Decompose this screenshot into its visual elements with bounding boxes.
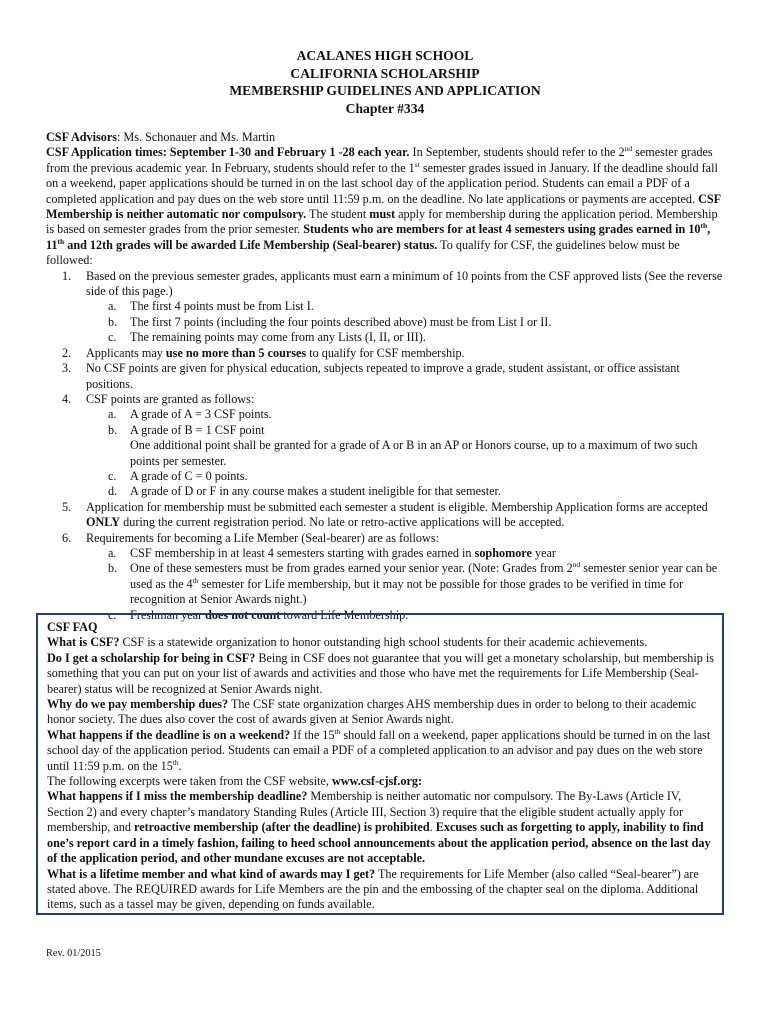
intro-text: In September, students should refer to the 2 [409,145,625,160]
doc-subtitle: MEMBERSHIP GUIDELINES AND APPLICATION [229,83,541,98]
intro-paragraph [46,145,726,268]
sub-list-item [46,299,726,314]
application-times: CSF Application times: September 1-30 and February 1 -28 each year. [46,145,410,160]
item-text: Requirements for becoming a Life Member (Seal-bearer) are as follows: [86,530,439,545]
item-text: No CSF points are given for physical education, subjects repeated to improve a grade, student assistant, or office assistant positions. [86,361,680,391]
intro-text: To qualify for CSF, the guidelines below must be followed: [46,237,680,268]
item-number: 3. [62,361,72,376]
item-text: CSF points are granted as follows: [86,391,255,406]
sub-list-item [46,546,726,561]
faq-answer: . [178,758,182,773]
faq-answer: The CSF state organization charges AHS membership dues in order to belong to their academic honor society. The dues also cover the cost of awards given at Senior Awards night. [47,697,697,727]
list-item [46,500,726,531]
item-text: One of these semesters must be from grades earned your senior year. (Note: Grades from 2 [130,561,573,576]
superscript: th [172,757,179,767]
list-item [46,269,726,300]
advisors-line [46,130,726,145]
item-number: 4. [62,391,72,406]
faq-answer: Membership is neither automatic nor compulsory. The By-Laws (Article IV, Section 2) and every chapter’s mandatory Standing Rules (Article III, Section 3) require that the eligible student actually apply for membership, and [47,789,684,835]
sub-list-item [46,561,726,607]
item-emphasis: use no more than 5 courses [165,345,307,360]
faq-emphasis: Excuses such as forgetting to apply, inability to find one’s report card in a timely fashion, failing to heed school announcements about the application period, absence on the last day of the application period, and other mundane excuses are not acceptable. [47,820,711,866]
guidelines-list [46,269,726,623]
item-number: 2. [62,345,72,360]
sub-list-note: One additional point shall be granted for a grade of A or B in an AP or Honors course, up to a maximum of two such points per semester. [130,438,698,468]
item-text: Application for membership must be submitted each semester a student is eligible. Membership Application forms are accepted [86,499,708,514]
faq-question: Why do we pay membership dues? [47,697,229,712]
item-text: semester for Life membership, but it may not be possible for those grades to be verified in time for recognition at Senior Awards night.) [130,576,684,607]
advisors-label: CSF Advisors [46,130,117,144]
faq-item [47,635,716,650]
item-number: 1. [62,268,72,283]
intro-text: The student [306,207,370,222]
item-text: Based on the previous semester grades, applicants must earn a minimum of 10 points from the CSF approved lists (See the reverse side of this page.) [86,268,723,299]
faq-question: What happens if the deadline is on a weekend? [47,727,291,742]
faq-text: The following excerpts were taken from the CSF website, [47,774,332,789]
advisors-text: : Ms. Schonauer and Ms. Martin [117,130,276,144]
item-emphasis: ONLY [86,515,121,530]
sub-list-item [46,315,726,330]
superscript: st [414,159,420,169]
org-name: CALIFORNIA SCHOLARSHIP [290,65,480,81]
item-text: A grade of A = 3 CSF points. [130,407,272,422]
sub-list-item [46,469,726,484]
faq-box [36,613,724,915]
item-text: The first 4 points must be from List I. [130,299,314,314]
sub-list-item [46,484,726,499]
item-letter: c. [108,468,117,483]
faq-answer: should fall on a weekend, paper applications should be turned in on the last school day of the application period. Students can email a PDF of a completed application to an advisor and pay dues on the web store until 11:59 p.m. on the 15 [47,727,711,773]
item-text: A grade of D or F in any course makes a student ineligible for that semester. [130,484,501,499]
faq-question: Do I get a scholarship for being in CSF? [47,650,256,665]
not-automatic-note: CSF Membership is neither automatic nor compulsory. [46,191,721,222]
item-text: A grade of B = 1 CSF point [130,422,265,437]
superscript: nd [572,560,581,570]
faq-question: What is a lifetime member and what kind of awards may I get? [47,866,376,881]
superscript: th [57,236,65,246]
faq-heading [47,620,716,635]
item-letter: d. [108,484,118,499]
faq-question: What is CSF? [47,635,120,650]
faq-item [47,728,716,774]
list-item [46,346,726,361]
faq-item [47,697,716,728]
document-title [0,47,770,117]
superscript: th [334,726,341,736]
intro-text: semester grades from the previous academic year. In February, students should refer to the 1 [46,145,713,175]
list-item [46,361,726,392]
item-emphasis: sophomore [474,545,532,560]
revision-date: Rev. 01/2015 [46,948,101,959]
csf-website: www.csf-cjsf.org: [331,774,423,789]
item-letter: a. [108,299,117,314]
item-number: 6. [62,530,72,545]
item-text: Freshman year [130,607,206,622]
item-letter: a. [108,545,117,560]
faq-item [47,867,716,913]
faq-answer: CSF is a statewide organization to honor outstanding high school students for their academic achievements. [119,635,648,650]
item-text: to qualify for CSF membership. [306,345,465,360]
chapter-number: Chapter #334 [345,100,425,116]
list-item [46,392,726,407]
faq-excerpt-note [47,774,716,789]
item-text: year [531,545,556,560]
life-text: Students who are members for at least 4 semesters using grades earned in 10 [303,222,701,237]
item-text: semester senior year can be used as the 4 [130,561,718,591]
list-item [46,531,726,546]
guidelines-body [46,130,726,623]
sub-list-item [46,423,726,438]
item-number: 5. [62,499,72,514]
item-letter: b. [108,422,118,437]
item-letter: b. [108,314,118,329]
faq-heading-text: CSF FAQ [47,620,98,634]
item-letter: c. [108,607,117,622]
sub-list-item [46,330,726,345]
item-text: CSF membership in at least 4 semesters starting with grades earned in [130,545,475,560]
item-text: The first 7 points (including the four points described above) must be from List I or II. [130,314,552,329]
item-text: The remaining points may come from any Lists (I, II, or III). [130,330,426,345]
school-name: ACALANES HIGH SCHOOL [296,48,474,63]
faq-emphasis: retroactive membership (after the deadline) is prohibited [134,820,430,835]
faq-question: What happens if I miss the membership deadline? [47,789,308,804]
superscript: nd [624,144,633,154]
item-emphasis: does not count [205,607,281,622]
item-text: Applicants may [86,345,166,360]
faq-answer: Being in CSF does not guarantee that you will get a monetary scholarship, but membership is something that you can put on your list of awards and activities and those who have met the requirements for Life Membership (Seal-bearer) status will be recognized at Senior Awards night. [47,650,714,696]
superscript: th [700,221,708,231]
faq-answer: The requirements for Life Member (also called “Seal-bearer”) are stated above. The REQUIRED awards for Life Members are the pin and the embossing of the chapter seal on the diploma. Additional items, such as a tassel may be given, depending on funds available. [47,866,699,912]
faq-answer: If the 15 [290,727,335,742]
life-text: , 11 [46,222,711,252]
faq-item [47,789,716,866]
sub-list-item [46,407,726,422]
intro-text: semester grades issued in January. If the deadline should fall on a weekend, paper applications should be turned in on the last school day of the application period. Students can email a PDF of a completed application and pay dues on the web store until 11:59 p.m. on the deadline. No late applications or payments are accepted. [46,160,718,206]
item-letter: c. [108,330,117,345]
item-text: toward Life Membership. [280,607,409,622]
intro-text: apply for membership during the application period. Membership is based on semester grades from the prior semester. [46,207,718,237]
superscript: th [192,575,199,585]
item-text: A grade of C = 0 points. [130,468,248,483]
faq-answer: . [429,820,436,835]
life-text: and 12th grades will be awarded Life Membership (Seal-bearer) status. [64,237,438,252]
item-text: during the current registration period. No late or retro-active applications will be accepted. [120,515,565,530]
must-emphasis: must [369,207,396,222]
faq-item [47,651,716,697]
item-letter: b. [108,561,118,576]
item-letter: a. [108,407,117,422]
